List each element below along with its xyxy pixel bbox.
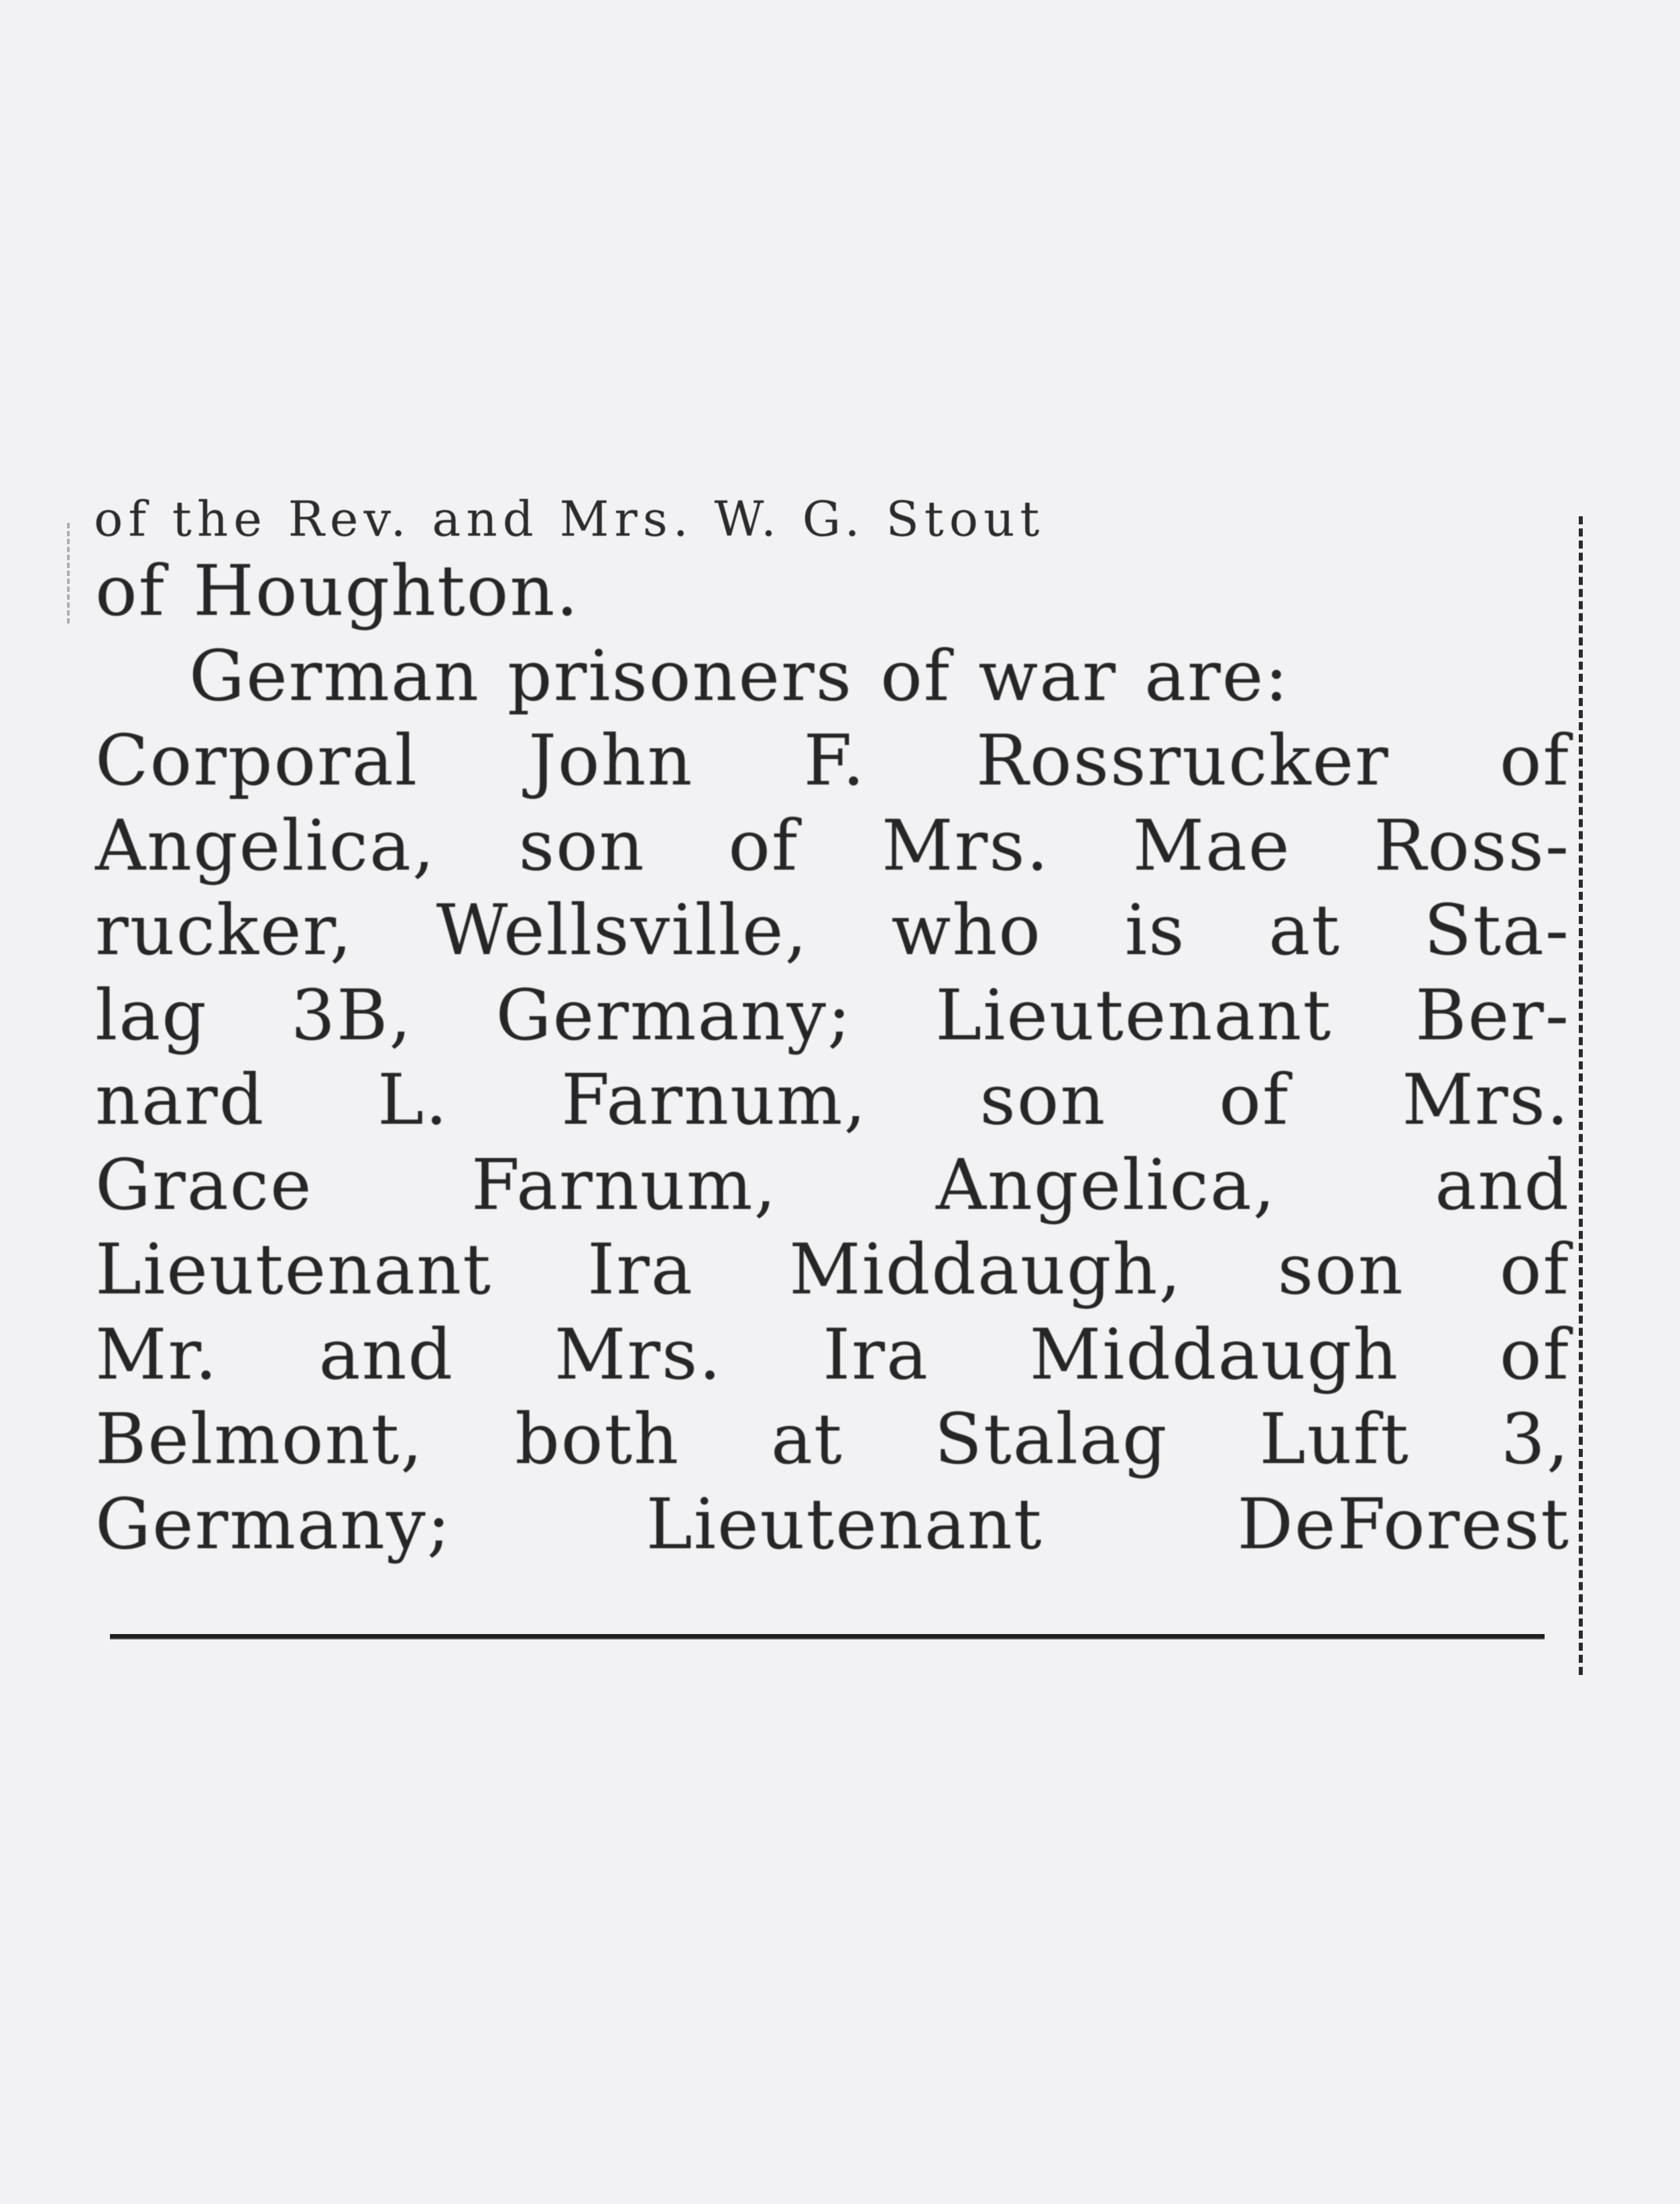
- text-line: Lieutenant Ira Middaugh, son of: [95, 1228, 1570, 1310]
- text-line: lag 3B, Germany; Lieutenant Ber-: [95, 974, 1570, 1056]
- text-line: Germany; Lieutenant DeForest: [95, 1483, 1570, 1565]
- text-line: nard L. Farnum, son of Mrs.: [95, 1059, 1570, 1141]
- cut-off-text: of the Rev. and Mrs. W. G. Stout: [94, 491, 1045, 547]
- newspaper-clipping: [67, 491, 1602, 1676]
- text-line: of Houghton.: [95, 550, 580, 632]
- right-column-rule: [1579, 516, 1587, 1675]
- text-line: Mr. and Mrs. Ira Middaugh of: [95, 1313, 1570, 1395]
- text-line: Belmont, both at Stalag Luft 3,: [95, 1398, 1570, 1480]
- text-line: Grace Farnum, Angelica, and: [95, 1143, 1570, 1226]
- text-line: German prisoners of war are:: [189, 634, 1290, 717]
- text-line: Angelica, son of Mrs. Mae Ross-: [95, 804, 1570, 886]
- bottom-rule: [110, 1634, 1545, 1639]
- article-text: [95, 548, 1570, 1566]
- cut-off-text-line: [94, 491, 1569, 547]
- text-line: rucker, Wellsville, who is at Sta-: [95, 889, 1570, 971]
- left-column-rule: [67, 523, 72, 624]
- text-line: Corporal John F. Rossrucker of: [95, 719, 1570, 801]
